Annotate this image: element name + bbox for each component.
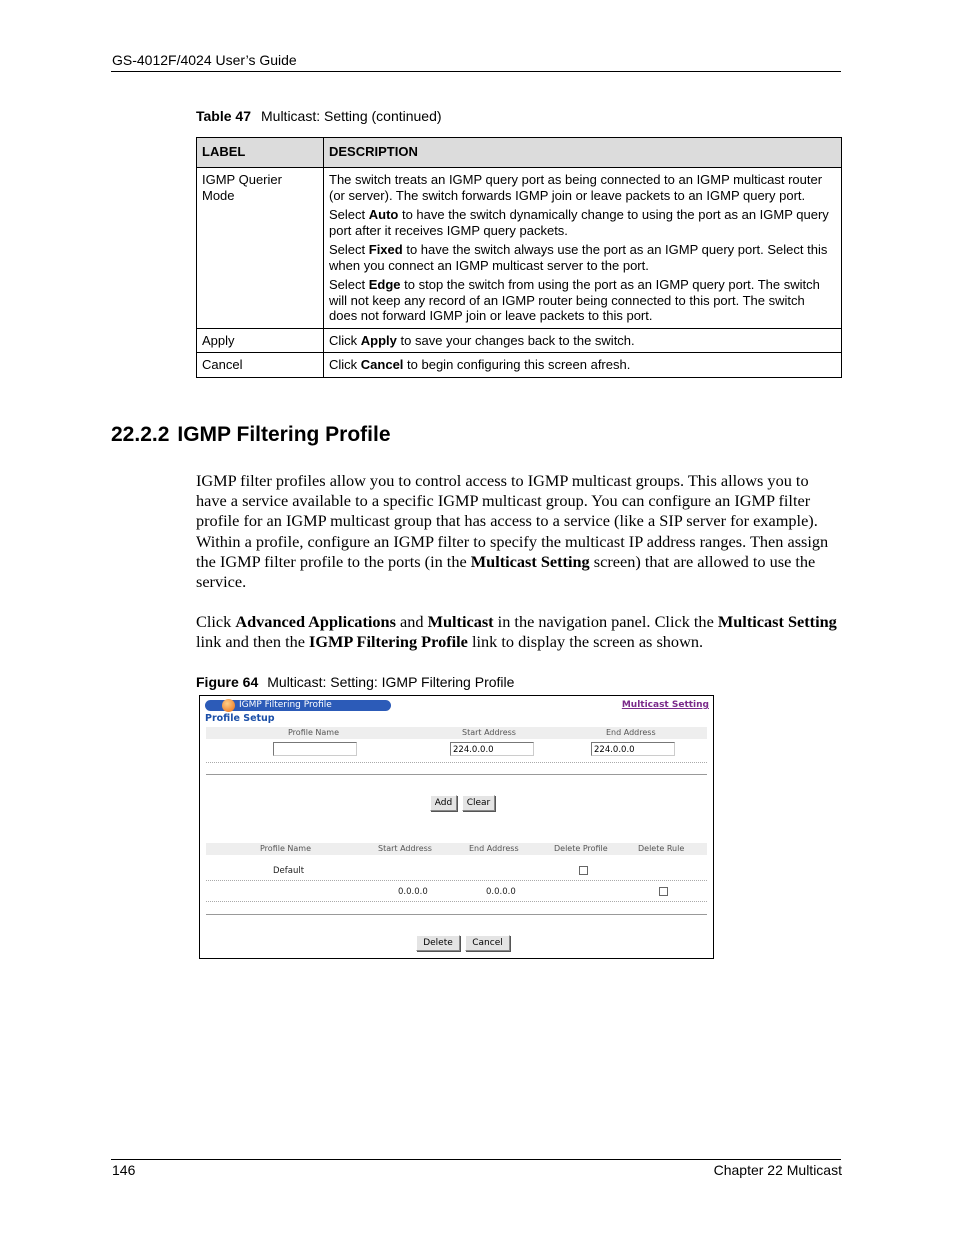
table-caption (196, 108, 442, 124)
start-address-cell: 0.0.0.0 (398, 887, 428, 897)
row-divider (206, 880, 707, 881)
cancel-button[interactable]: Cancel (465, 935, 510, 951)
end-address-input[interactable]: 224.0.0.0 (591, 742, 675, 756)
list-col-start-address: Start Address (378, 844, 432, 853)
row-description (324, 353, 842, 378)
col-end-address: End Address (606, 728, 656, 737)
section-number: 22.2.2 (111, 423, 170, 446)
table-row (197, 328, 842, 353)
setup-header-bar (206, 727, 707, 739)
row-description (324, 168, 842, 329)
header-rule (111, 71, 841, 72)
profile-list-header (206, 843, 707, 855)
body-paragraph: Click Advanced Applications and Multicast in the navigation panel. Click the Multicast Setting link and then the IGMP Filtering Profile link to display the screen as shown. (196, 612, 837, 652)
table-row (197, 353, 842, 378)
orange-bullet-icon (222, 699, 235, 712)
delete-rule-checkbox[interactable] (659, 887, 668, 896)
section-divider (206, 774, 707, 775)
row-label: Apply (197, 328, 324, 353)
table-header-description: DESCRIPTION (324, 138, 842, 168)
delete-button[interactable]: Delete (416, 935, 460, 951)
list-col-profile-name: Profile Name (260, 844, 312, 853)
section-heading (111, 423, 399, 447)
table-row (197, 168, 842, 329)
profile-setup-heading: Profile Setup (205, 713, 275, 724)
running-header: GS-4012F/4024 User’s Guide (112, 52, 297, 68)
page-number: 146 (112, 1162, 136, 1178)
screen-title-bar (205, 700, 391, 711)
row-divider (206, 762, 707, 763)
row-description (324, 328, 842, 353)
body-paragraph: IGMP filter profiles allow you to control access to IGMP multicast groups. This allows you to have a service available to a specific IGMP multicast group. You can configure an IGMP filter profile for an IGMP multicast group that has access to a service (like a SIP server for example). Within a profile, configure an IGMP filter to specify the multicast IP address ranges. Then assign the IGMP filter profile to the ports (in the Multicast Setting screen) that are allowed to use the service. (196, 471, 829, 592)
section-divider (206, 914, 707, 915)
table-caption-label: Table 47 (196, 108, 251, 124)
profile-name-cell: Default (273, 866, 305, 876)
chapter-title: Chapter 22 Multicast (713, 1162, 842, 1178)
figure-caption-text: Multicast: Setting: IGMP Filtering Profile (267, 674, 515, 690)
add-button[interactable]: Add (430, 795, 457, 811)
table-caption-text: Multicast: Setting (continued) (261, 108, 442, 124)
list-col-end-address: End Address (469, 844, 519, 853)
igmp-filtering-profile-screen (199, 695, 714, 959)
table-header-label: LABEL (197, 138, 324, 168)
desc-paragraph: Click Cancel to begin configuring this screen afresh. (329, 357, 631, 372)
col-start-address: Start Address (462, 728, 516, 737)
desc-paragraph: Select Auto to have the switch dynamically change to using the port as an IGMP query port after it receives IGMP query packets. (329, 207, 829, 238)
profile-name-input[interactable] (273, 742, 357, 756)
desc-paragraph: Select Edge to stop the switch from using the port as an IGMP query port. The switch will not keep any record of an IGMP router being connected to this port. The switch does not forward IGMP join or leave packets to this port. (329, 277, 820, 323)
desc-paragraph: Click Apply to save your changes back to the switch. (329, 332, 635, 348)
col-profile-name: Profile Name (288, 728, 340, 737)
row-label: Cancel (197, 353, 324, 378)
multicast-setting-link[interactable]: Multicast Setting (621, 700, 709, 710)
footer-rule (111, 1159, 841, 1160)
settings-table (196, 137, 842, 378)
screen-title: IGMP Filtering Profile (239, 700, 332, 710)
row-label: IGMP Querier Mode (197, 168, 324, 329)
row-divider (206, 901, 707, 902)
desc-paragraph: Select Fixed to have the switch always use the port as an IGMP query port. Select this when you connect an IGMP multicast server to the port. (329, 242, 828, 273)
desc-paragraph: The switch treats an IGMP query port as being connected to an IGMP multicast router (or server). The switch forwards IGMP join or leave packets to an IGMP query port. (329, 172, 823, 203)
delete-profile-checkbox[interactable] (579, 866, 588, 875)
end-address-cell: 0.0.0.0 (486, 887, 516, 897)
section-title: IGMP Filtering Profile (177, 423, 391, 446)
figure-caption-label: Figure 64 (196, 674, 259, 690)
figure-caption (196, 674, 514, 690)
list-col-delete-profile: Delete Profile (554, 844, 608, 853)
start-address-input[interactable]: 224.0.0.0 (450, 742, 534, 756)
list-col-delete-rule: Delete Rule (638, 844, 685, 853)
clear-button[interactable]: Clear (462, 795, 495, 811)
